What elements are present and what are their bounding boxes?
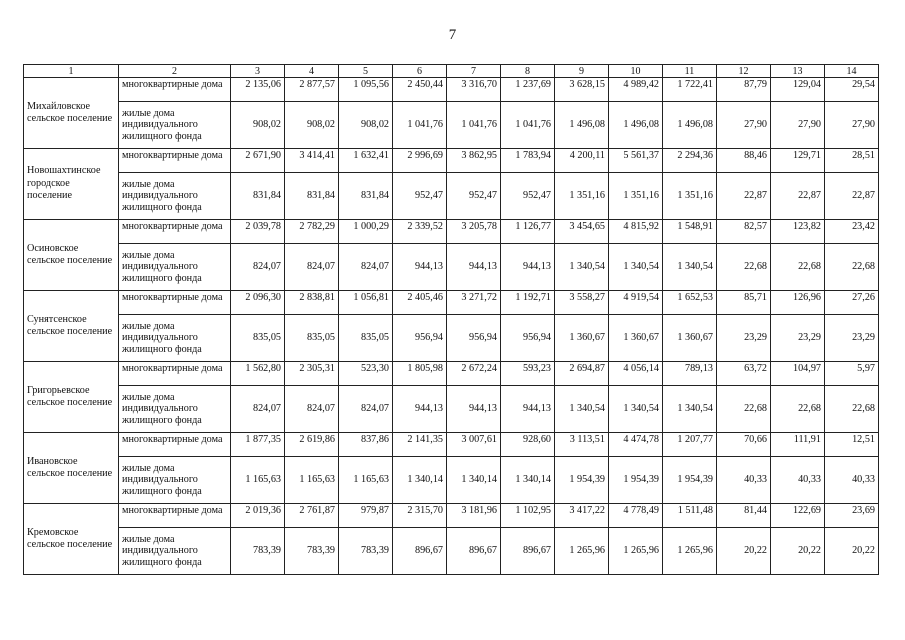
value-cell-col-7: 3 181,96 bbox=[447, 504, 501, 528]
value-cell-col-12: 87,79 bbox=[717, 78, 771, 102]
value-cell-col-14: 23,69 bbox=[825, 504, 879, 528]
table-row bbox=[24, 102, 879, 149]
value-cell-col-14: 22,68 bbox=[825, 244, 879, 291]
value-cell-col-5: 979,87 bbox=[339, 504, 393, 528]
value-cell-col-10: 4 056,14 bbox=[609, 362, 663, 386]
value-cell-col-4: 835,05 bbox=[285, 315, 339, 362]
value-cell-col-8: 1 102,95 bbox=[501, 504, 555, 528]
value-cell-col-3: 2 019,36 bbox=[231, 504, 285, 528]
value-cell-col-8: 944,13 bbox=[501, 386, 555, 433]
value-cell-col-10: 4 815,92 bbox=[609, 220, 663, 244]
value-cell-col-10: 1 340,54 bbox=[609, 244, 663, 291]
value-cell-col-11: 1 511,48 bbox=[663, 504, 717, 528]
value-cell-col-8: 928,60 bbox=[501, 433, 555, 457]
value-cell-col-9: 3 628,15 bbox=[555, 78, 609, 102]
value-cell-col-11: 1 340,54 bbox=[663, 386, 717, 433]
value-cell-col-9: 4 200,11 bbox=[555, 149, 609, 173]
column-header-7: 7 bbox=[447, 65, 501, 78]
value-cell-col-7: 956,94 bbox=[447, 315, 501, 362]
value-cell-col-5: 1 165,63 bbox=[339, 457, 393, 504]
table-row bbox=[24, 149, 879, 173]
table-row bbox=[24, 315, 879, 362]
column-header-3: 3 bbox=[231, 65, 285, 78]
value-cell-col-11: 1 496,08 bbox=[663, 102, 717, 149]
value-cell-col-12: 27,90 bbox=[717, 102, 771, 149]
column-header-13: 13 bbox=[771, 65, 825, 78]
table-body bbox=[24, 65, 879, 575]
value-cell-col-7: 952,47 bbox=[447, 173, 501, 220]
value-cell-col-13: 23,29 bbox=[771, 315, 825, 362]
value-cell-col-10: 1 265,96 bbox=[609, 528, 663, 575]
value-cell-col-9: 1 351,16 bbox=[555, 173, 609, 220]
table-row bbox=[24, 173, 879, 220]
value-cell-col-7: 944,13 bbox=[447, 386, 501, 433]
value-cell-col-13: 20,22 bbox=[771, 528, 825, 575]
value-cell-col-8: 1 783,94 bbox=[501, 149, 555, 173]
housing-type: многоквартирные дома bbox=[119, 291, 231, 315]
value-cell-col-3: 1 877,35 bbox=[231, 433, 285, 457]
value-cell-col-9: 3 454,65 bbox=[555, 220, 609, 244]
housing-type: жилые дома индивидуального жилищного фонда bbox=[119, 173, 231, 220]
value-cell-col-14: 40,33 bbox=[825, 457, 879, 504]
housing-type: многоквартирные дома bbox=[119, 504, 231, 528]
value-cell-col-10: 1 496,08 bbox=[609, 102, 663, 149]
value-cell-col-9: 3 113,51 bbox=[555, 433, 609, 457]
value-cell-col-3: 2 096,30 bbox=[231, 291, 285, 315]
value-cell-col-13: 129,71 bbox=[771, 149, 825, 173]
value-cell-col-6: 2 141,35 bbox=[393, 433, 447, 457]
value-cell-col-6: 1 805,98 bbox=[393, 362, 447, 386]
column-header-6: 6 bbox=[393, 65, 447, 78]
value-cell-col-12: 22,68 bbox=[717, 244, 771, 291]
value-cell-col-7: 3 862,95 bbox=[447, 149, 501, 173]
value-cell-col-3: 831,84 bbox=[231, 173, 285, 220]
value-cell-col-11: 1 340,54 bbox=[663, 244, 717, 291]
value-cell-col-3: 2 135,06 bbox=[231, 78, 285, 102]
value-cell-col-8: 952,47 bbox=[501, 173, 555, 220]
value-cell-col-3: 908,02 bbox=[231, 102, 285, 149]
value-cell-col-9: 1 340,54 bbox=[555, 244, 609, 291]
value-cell-col-6: 2 996,69 bbox=[393, 149, 447, 173]
value-cell-col-4: 831,84 bbox=[285, 173, 339, 220]
value-cell-col-7: 3 316,70 bbox=[447, 78, 501, 102]
value-cell-col-13: 123,82 bbox=[771, 220, 825, 244]
value-cell-col-3: 824,07 bbox=[231, 244, 285, 291]
value-cell-col-12: 85,71 bbox=[717, 291, 771, 315]
housing-type: многоквартирные дома bbox=[119, 362, 231, 386]
value-cell-col-10: 5 561,37 bbox=[609, 149, 663, 173]
value-cell-col-4: 2 619,86 bbox=[285, 433, 339, 457]
value-cell-col-4: 1 165,63 bbox=[285, 457, 339, 504]
value-cell-col-5: 837,86 bbox=[339, 433, 393, 457]
column-header-5: 5 bbox=[339, 65, 393, 78]
value-cell-col-9: 1 954,39 bbox=[555, 457, 609, 504]
value-cell-col-6: 944,13 bbox=[393, 244, 447, 291]
value-cell-col-14: 12,51 bbox=[825, 433, 879, 457]
value-cell-col-12: 81,44 bbox=[717, 504, 771, 528]
value-cell-col-4: 2 838,81 bbox=[285, 291, 339, 315]
value-cell-col-4: 3 414,41 bbox=[285, 149, 339, 173]
value-cell-col-3: 783,39 bbox=[231, 528, 285, 575]
value-cell-col-3: 1 165,63 bbox=[231, 457, 285, 504]
value-cell-col-12: 20,22 bbox=[717, 528, 771, 575]
column-header-2: 2 bbox=[119, 65, 231, 78]
value-cell-col-9: 1 265,96 bbox=[555, 528, 609, 575]
value-cell-col-12: 40,33 bbox=[717, 457, 771, 504]
value-cell-col-4: 2 877,57 bbox=[285, 78, 339, 102]
value-cell-col-11: 789,13 bbox=[663, 362, 717, 386]
value-cell-col-4: 824,07 bbox=[285, 386, 339, 433]
value-cell-col-14: 27,90 bbox=[825, 102, 879, 149]
value-cell-col-11: 1 207,77 bbox=[663, 433, 717, 457]
value-cell-col-14: 22,87 bbox=[825, 173, 879, 220]
value-cell-col-5: 908,02 bbox=[339, 102, 393, 149]
housing-type: жилые дома индивидуального жилищного фонда bbox=[119, 244, 231, 291]
table-row bbox=[24, 528, 879, 575]
value-cell-col-12: 88,46 bbox=[717, 149, 771, 173]
value-cell-col-5: 824,07 bbox=[339, 386, 393, 433]
value-cell-col-8: 896,67 bbox=[501, 528, 555, 575]
value-cell-col-6: 1 340,14 bbox=[393, 457, 447, 504]
value-cell-col-13: 111,91 bbox=[771, 433, 825, 457]
table-row bbox=[24, 386, 879, 433]
page-number: 7 bbox=[448, 27, 457, 43]
value-cell-col-9: 2 694,87 bbox=[555, 362, 609, 386]
value-cell-col-3: 824,07 bbox=[231, 386, 285, 433]
value-cell-col-5: 835,05 bbox=[339, 315, 393, 362]
value-cell-col-13: 40,33 bbox=[771, 457, 825, 504]
housing-type: жилые дома индивидуального жилищного фонда bbox=[119, 315, 231, 362]
value-cell-col-10: 4 778,49 bbox=[609, 504, 663, 528]
value-cell-col-11: 1 265,96 bbox=[663, 528, 717, 575]
settlement-name: Михайловское сельское поселение bbox=[24, 78, 119, 149]
value-cell-col-3: 2 671,90 bbox=[231, 149, 285, 173]
value-cell-col-12: 82,57 bbox=[717, 220, 771, 244]
value-cell-col-7: 3 007,61 bbox=[447, 433, 501, 457]
housing-type: многоквартирные дома bbox=[119, 433, 231, 457]
settlement-name: Григорьевское сельское поселение bbox=[24, 362, 119, 433]
value-cell-col-5: 831,84 bbox=[339, 173, 393, 220]
value-cell-col-4: 2 761,87 bbox=[285, 504, 339, 528]
value-cell-col-9: 1 360,67 bbox=[555, 315, 609, 362]
value-cell-col-9: 1 496,08 bbox=[555, 102, 609, 149]
value-cell-col-6: 2 450,44 bbox=[393, 78, 447, 102]
settlement-name: Сунятсенское сельское поселение bbox=[24, 291, 119, 362]
value-cell-col-5: 1 056,81 bbox=[339, 291, 393, 315]
column-header-9: 9 bbox=[555, 65, 609, 78]
value-cell-col-4: 824,07 bbox=[285, 244, 339, 291]
value-cell-col-10: 1 340,54 bbox=[609, 386, 663, 433]
value-cell-col-13: 22,68 bbox=[771, 386, 825, 433]
value-cell-col-10: 4 474,78 bbox=[609, 433, 663, 457]
value-cell-col-11: 1 360,67 bbox=[663, 315, 717, 362]
value-cell-col-4: 2 305,31 bbox=[285, 362, 339, 386]
value-cell-col-13: 22,68 bbox=[771, 244, 825, 291]
column-header-row bbox=[24, 65, 879, 78]
value-cell-col-7: 944,13 bbox=[447, 244, 501, 291]
value-cell-col-6: 952,47 bbox=[393, 173, 447, 220]
value-cell-col-14: 20,22 bbox=[825, 528, 879, 575]
value-cell-col-7: 1 340,14 bbox=[447, 457, 501, 504]
value-cell-col-12: 70,66 bbox=[717, 433, 771, 457]
value-cell-col-14: 22,68 bbox=[825, 386, 879, 433]
value-cell-col-7: 3 271,72 bbox=[447, 291, 501, 315]
value-cell-col-8: 593,23 bbox=[501, 362, 555, 386]
table-row bbox=[24, 220, 879, 244]
column-header-1: 1 bbox=[24, 65, 119, 78]
value-cell-col-8: 1 126,77 bbox=[501, 220, 555, 244]
table-row bbox=[24, 362, 879, 386]
value-cell-col-11: 1 351,16 bbox=[663, 173, 717, 220]
settlement-name: Кремовское сельское поселение bbox=[24, 504, 119, 575]
value-cell-col-8: 944,13 bbox=[501, 244, 555, 291]
value-cell-col-7: 3 205,78 bbox=[447, 220, 501, 244]
value-cell-col-14: 28,51 bbox=[825, 149, 879, 173]
value-cell-col-6: 2 315,70 bbox=[393, 504, 447, 528]
value-cell-col-10: 1 351,16 bbox=[609, 173, 663, 220]
value-cell-col-14: 23,29 bbox=[825, 315, 879, 362]
value-cell-col-6: 896,67 bbox=[393, 528, 447, 575]
housing-type: жилые дома индивидуального жилищного фонда bbox=[119, 528, 231, 575]
value-cell-col-8: 956,94 bbox=[501, 315, 555, 362]
value-cell-col-11: 1 548,91 bbox=[663, 220, 717, 244]
housing-type: многоквартирные дома bbox=[119, 78, 231, 102]
value-cell-col-6: 2 339,52 bbox=[393, 220, 447, 244]
value-cell-col-14: 27,26 bbox=[825, 291, 879, 315]
value-cell-col-8: 1 237,69 bbox=[501, 78, 555, 102]
value-cell-col-10: 4 919,54 bbox=[609, 291, 663, 315]
value-cell-col-13: 27,90 bbox=[771, 102, 825, 149]
value-cell-col-7: 896,67 bbox=[447, 528, 501, 575]
value-cell-col-13: 126,96 bbox=[771, 291, 825, 315]
value-cell-col-11: 1 652,53 bbox=[663, 291, 717, 315]
value-cell-col-9: 1 340,54 bbox=[555, 386, 609, 433]
value-cell-col-7: 1 041,76 bbox=[447, 102, 501, 149]
value-cell-col-3: 1 562,80 bbox=[231, 362, 285, 386]
value-cell-col-11: 1 722,41 bbox=[663, 78, 717, 102]
value-cell-col-5: 523,30 bbox=[339, 362, 393, 386]
value-cell-col-4: 783,39 bbox=[285, 528, 339, 575]
value-cell-col-10: 1 954,39 bbox=[609, 457, 663, 504]
value-cell-col-13: 22,87 bbox=[771, 173, 825, 220]
value-cell-col-6: 944,13 bbox=[393, 386, 447, 433]
column-header-11: 11 bbox=[663, 65, 717, 78]
value-cell-col-14: 23,42 bbox=[825, 220, 879, 244]
value-cell-col-12: 22,87 bbox=[717, 173, 771, 220]
housing-type: жилые дома индивидуального жилищного фонда bbox=[119, 102, 231, 149]
value-cell-col-8: 1 340,14 bbox=[501, 457, 555, 504]
value-cell-col-10: 1 360,67 bbox=[609, 315, 663, 362]
value-cell-col-9: 3 417,22 bbox=[555, 504, 609, 528]
column-header-14: 14 bbox=[825, 65, 879, 78]
value-cell-col-12: 22,68 bbox=[717, 386, 771, 433]
value-cell-col-5: 1 000,29 bbox=[339, 220, 393, 244]
table-row bbox=[24, 78, 879, 102]
column-header-10: 10 bbox=[609, 65, 663, 78]
value-cell-col-4: 2 782,29 bbox=[285, 220, 339, 244]
settlement-name: Ивановское сельское поселение bbox=[24, 433, 119, 504]
value-cell-col-6: 1 041,76 bbox=[393, 102, 447, 149]
value-cell-col-3: 2 039,78 bbox=[231, 220, 285, 244]
value-cell-col-10: 4 989,42 bbox=[609, 78, 663, 102]
value-cell-col-6: 956,94 bbox=[393, 315, 447, 362]
table-row bbox=[24, 433, 879, 457]
tariff-table bbox=[23, 64, 879, 575]
value-cell-col-5: 1 632,41 bbox=[339, 149, 393, 173]
value-cell-col-3: 835,05 bbox=[231, 315, 285, 362]
value-cell-col-7: 2 672,24 bbox=[447, 362, 501, 386]
value-cell-col-6: 2 405,46 bbox=[393, 291, 447, 315]
value-cell-col-5: 824,07 bbox=[339, 244, 393, 291]
settlement-name: Новошахтинское городское поселение bbox=[24, 149, 119, 220]
value-cell-col-9: 3 558,27 bbox=[555, 291, 609, 315]
housing-type: многоквартирные дома bbox=[119, 220, 231, 244]
settlement-name: Осиновское сельское поселение bbox=[24, 220, 119, 291]
value-cell-col-14: 5,97 bbox=[825, 362, 879, 386]
value-cell-col-11: 2 294,36 bbox=[663, 149, 717, 173]
column-header-8: 8 bbox=[501, 65, 555, 78]
value-cell-col-5: 1 095,56 bbox=[339, 78, 393, 102]
value-cell-col-12: 63,72 bbox=[717, 362, 771, 386]
value-cell-col-13: 129,04 bbox=[771, 78, 825, 102]
value-cell-col-8: 1 041,76 bbox=[501, 102, 555, 149]
value-cell-col-5: 783,39 bbox=[339, 528, 393, 575]
table-row bbox=[24, 291, 879, 315]
value-cell-col-13: 104,97 bbox=[771, 362, 825, 386]
value-cell-col-13: 122,69 bbox=[771, 504, 825, 528]
housing-type: многоквартирные дома bbox=[119, 149, 231, 173]
value-cell-col-12: 23,29 bbox=[717, 315, 771, 362]
column-header-12: 12 bbox=[717, 65, 771, 78]
housing-type: жилые дома индивидуального жилищного фонда bbox=[119, 386, 231, 433]
value-cell-col-11: 1 954,39 bbox=[663, 457, 717, 504]
value-cell-col-4: 908,02 bbox=[285, 102, 339, 149]
table-row bbox=[24, 244, 879, 291]
table-row bbox=[24, 457, 879, 504]
table-row bbox=[24, 504, 879, 528]
value-cell-col-8: 1 192,71 bbox=[501, 291, 555, 315]
column-header-4: 4 bbox=[285, 65, 339, 78]
value-cell-col-14: 29,54 bbox=[825, 78, 879, 102]
housing-type: жилые дома индивидуального жилищного фонда bbox=[119, 457, 231, 504]
